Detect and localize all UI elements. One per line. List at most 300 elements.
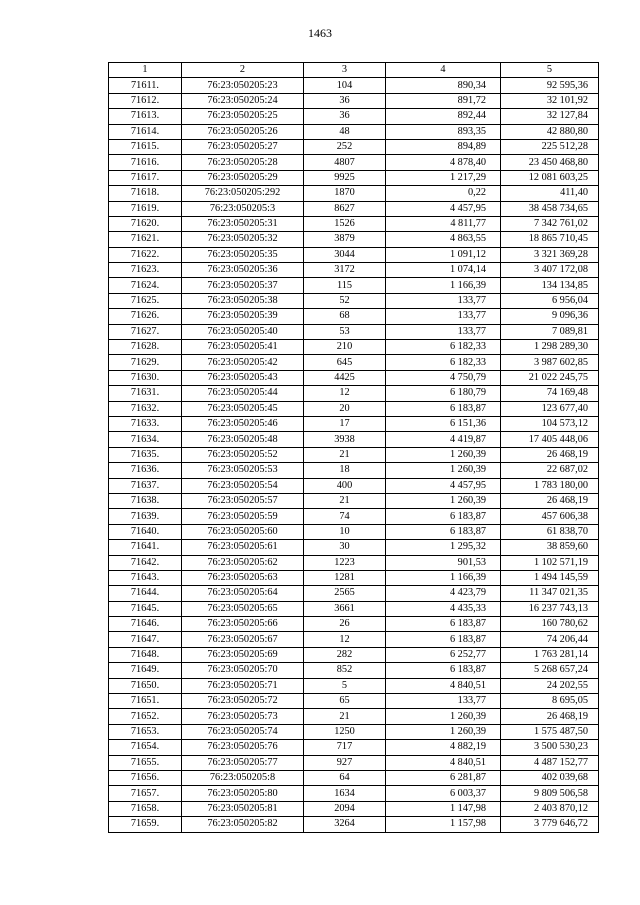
cadastral-value-cell: 134 134,85 bbox=[501, 278, 599, 293]
table-row bbox=[109, 447, 599, 462]
cadastral-number-cell: 76:23:050205:63 bbox=[182, 570, 304, 585]
cadastral-value-cell: 61 838,70 bbox=[501, 524, 599, 539]
area-cell: 252 bbox=[304, 139, 386, 154]
area-cell: 5 bbox=[304, 678, 386, 693]
cadastral-value-cell: 38 859,60 bbox=[501, 540, 599, 555]
specific-value-cell: 6 183,87 bbox=[386, 401, 501, 416]
area-cell: 1223 bbox=[304, 555, 386, 570]
row-number-cell: 71631. bbox=[109, 386, 182, 401]
area-cell: 20 bbox=[304, 401, 386, 416]
row-number-cell: 71621. bbox=[109, 232, 182, 247]
cadastral-number-cell: 76:23:050205:53 bbox=[182, 463, 304, 478]
cadastral-number-cell: 76:23:050205:77 bbox=[182, 755, 304, 770]
area-cell: 26 bbox=[304, 617, 386, 632]
specific-value-cell: 4 811,77 bbox=[386, 216, 501, 231]
area-cell: 1526 bbox=[304, 216, 386, 231]
area-cell: 52 bbox=[304, 293, 386, 308]
cadastral-value-cell: 18 865 710,45 bbox=[501, 232, 599, 247]
specific-value-cell: 893,35 bbox=[386, 124, 501, 139]
table-row bbox=[109, 170, 599, 185]
cadastral-number-cell: 76:23:050205:35 bbox=[182, 247, 304, 262]
table-row bbox=[109, 124, 599, 139]
row-number-cell: 71653. bbox=[109, 724, 182, 739]
cadastral-number-cell: 76:23:050205:46 bbox=[182, 416, 304, 431]
table-row bbox=[109, 309, 599, 324]
table-row bbox=[109, 801, 599, 816]
cadastral-number-cell: 76:23:050205:72 bbox=[182, 694, 304, 709]
cadastral-value-cell: 21 022 245,75 bbox=[501, 370, 599, 385]
cadastral-number-cell: 76:23:050205:74 bbox=[182, 724, 304, 739]
area-cell: 9925 bbox=[304, 170, 386, 185]
row-number-cell: 71648. bbox=[109, 647, 182, 662]
specific-value-cell: 891,72 bbox=[386, 93, 501, 108]
cadastral-number-cell: 76:23:050205:71 bbox=[182, 678, 304, 693]
cadastral-number-cell: 76:23:050205:59 bbox=[182, 509, 304, 524]
cadastral-number-cell: 76:23:050205:41 bbox=[182, 340, 304, 355]
cadastral-value-cell: 3 321 369,28 bbox=[501, 247, 599, 262]
column-header: 5 bbox=[501, 63, 599, 78]
cadastral-number-cell: 76:23:050205:81 bbox=[182, 801, 304, 816]
table-row bbox=[109, 232, 599, 247]
table-row bbox=[109, 216, 599, 231]
page-number: 1463 bbox=[308, 26, 332, 40]
table-row bbox=[109, 155, 599, 170]
area-cell: 1870 bbox=[304, 186, 386, 201]
cadastral-value-cell: 9 096,36 bbox=[501, 309, 599, 324]
table-row bbox=[109, 770, 599, 785]
table-row bbox=[109, 786, 599, 801]
row-number-cell: 71657. bbox=[109, 786, 182, 801]
area-cell: 400 bbox=[304, 478, 386, 493]
cadastral-value-cell: 26 468,19 bbox=[501, 709, 599, 724]
specific-value-cell: 6 182,33 bbox=[386, 340, 501, 355]
cadastral-value-cell: 1 763 281,14 bbox=[501, 647, 599, 662]
specific-value-cell: 6 183,87 bbox=[386, 524, 501, 539]
row-number-cell: 71651. bbox=[109, 694, 182, 709]
cadastral-value-cell: 2 403 870,12 bbox=[501, 801, 599, 816]
area-cell: 2565 bbox=[304, 586, 386, 601]
cadastral-value-cell: 1 494 145,59 bbox=[501, 570, 599, 585]
table-row bbox=[109, 93, 599, 108]
table-row bbox=[109, 601, 599, 616]
cadastral-value-cell: 32 127,84 bbox=[501, 109, 599, 124]
cadastral-number-cell: 76:23:050205:76 bbox=[182, 740, 304, 755]
row-number-cell: 71625. bbox=[109, 293, 182, 308]
specific-value-cell: 133,77 bbox=[386, 309, 501, 324]
cadastral-value-cell: 3 500 530,23 bbox=[501, 740, 599, 755]
row-number-cell: 71634. bbox=[109, 432, 182, 447]
area-cell: 927 bbox=[304, 755, 386, 770]
row-number-cell: 71618. bbox=[109, 186, 182, 201]
cadastral-value-cell: 32 101,92 bbox=[501, 93, 599, 108]
area-cell: 645 bbox=[304, 355, 386, 370]
specific-value-cell: 4 882,19 bbox=[386, 740, 501, 755]
area-cell: 64 bbox=[304, 770, 386, 785]
cadastral-number-cell: 76:23:050205:40 bbox=[182, 324, 304, 339]
table-row bbox=[109, 570, 599, 585]
table-row bbox=[109, 617, 599, 632]
table-row bbox=[109, 201, 599, 216]
area-cell: 48 bbox=[304, 124, 386, 139]
cadastral-value-cell: 3 407 172,08 bbox=[501, 263, 599, 278]
cadastral-value-cell: 123 677,40 bbox=[501, 401, 599, 416]
specific-value-cell: 1 260,39 bbox=[386, 709, 501, 724]
specific-value-cell: 1 260,39 bbox=[386, 493, 501, 508]
area-cell: 36 bbox=[304, 109, 386, 124]
row-number-cell: 71638. bbox=[109, 493, 182, 508]
area-cell: 2094 bbox=[304, 801, 386, 816]
area-cell: 65 bbox=[304, 694, 386, 709]
row-number-cell: 71635. bbox=[109, 447, 182, 462]
table-row bbox=[109, 293, 599, 308]
cadastral-value-cell: 26 468,19 bbox=[501, 493, 599, 508]
specific-value-cell: 6 182,33 bbox=[386, 355, 501, 370]
cadastral-number-cell: 76:23:050205:69 bbox=[182, 647, 304, 662]
row-number-cell: 71616. bbox=[109, 155, 182, 170]
area-cell: 1634 bbox=[304, 786, 386, 801]
table-row bbox=[109, 324, 599, 339]
row-number-cell: 71656. bbox=[109, 770, 182, 785]
specific-value-cell: 6 003,37 bbox=[386, 786, 501, 801]
table-row bbox=[109, 263, 599, 278]
cadastral-value-cell: 104 573,12 bbox=[501, 416, 599, 431]
cadastral-value-cell: 17 405 448,06 bbox=[501, 432, 599, 447]
cadastral-number-cell: 76:23:050205:39 bbox=[182, 309, 304, 324]
specific-value-cell: 892,44 bbox=[386, 109, 501, 124]
area-cell: 30 bbox=[304, 540, 386, 555]
area-cell: 21 bbox=[304, 493, 386, 508]
row-number-cell: 71655. bbox=[109, 755, 182, 770]
row-number-cell: 71640. bbox=[109, 524, 182, 539]
area-cell: 1281 bbox=[304, 570, 386, 585]
specific-value-cell: 6 183,87 bbox=[386, 632, 501, 647]
cadastral-value-table bbox=[108, 62, 599, 833]
specific-value-cell: 1 147,98 bbox=[386, 801, 501, 816]
table-row bbox=[109, 386, 599, 401]
table-row bbox=[109, 186, 599, 201]
cadastral-number-cell: 76:23:050205:65 bbox=[182, 601, 304, 616]
specific-value-cell: 6 252,77 bbox=[386, 647, 501, 662]
area-cell: 3879 bbox=[304, 232, 386, 247]
cadastral-value-cell: 3 779 646,72 bbox=[501, 817, 599, 832]
cadastral-number-cell: 76:23:050205:3 bbox=[182, 201, 304, 216]
table-body bbox=[109, 78, 599, 832]
specific-value-cell: 890,34 bbox=[386, 78, 501, 93]
specific-value-cell: 4 863,55 bbox=[386, 232, 501, 247]
specific-value-cell: 6 183,87 bbox=[386, 509, 501, 524]
row-number-cell: 71639. bbox=[109, 509, 182, 524]
row-number-cell: 71633. bbox=[109, 416, 182, 431]
cadastral-value-cell: 9 809 506,58 bbox=[501, 786, 599, 801]
row-number-cell: 71626. bbox=[109, 309, 182, 324]
cadastral-number-cell: 76:23:050205:32 bbox=[182, 232, 304, 247]
area-cell: 3172 bbox=[304, 263, 386, 278]
cadastral-value-cell: 42 880,80 bbox=[501, 124, 599, 139]
cadastral-number-cell: 76:23:050205:43 bbox=[182, 370, 304, 385]
specific-value-cell: 1 166,39 bbox=[386, 570, 501, 585]
specific-value-cell: 6 281,87 bbox=[386, 770, 501, 785]
area-cell: 4807 bbox=[304, 155, 386, 170]
specific-value-cell: 1 260,39 bbox=[386, 724, 501, 739]
cadastral-number-cell: 76:23:050205:57 bbox=[182, 493, 304, 508]
cadastral-number-cell: 76:23:050205:292 bbox=[182, 186, 304, 201]
specific-value-cell: 901,53 bbox=[386, 555, 501, 570]
area-cell: 3938 bbox=[304, 432, 386, 447]
specific-value-cell: 4 840,51 bbox=[386, 678, 501, 693]
area-cell: 74 bbox=[304, 509, 386, 524]
area-cell: 36 bbox=[304, 93, 386, 108]
row-number-cell: 71628. bbox=[109, 340, 182, 355]
row-number-cell: 71624. bbox=[109, 278, 182, 293]
cadastral-number-cell: 76:23:050205:67 bbox=[182, 632, 304, 647]
area-cell: 17 bbox=[304, 416, 386, 431]
cadastral-value-cell: 402 039,68 bbox=[501, 770, 599, 785]
cadastral-number-cell: 76:23:050205:37 bbox=[182, 278, 304, 293]
area-cell: 210 bbox=[304, 340, 386, 355]
cadastral-number-cell: 76:23:050205:66 bbox=[182, 617, 304, 632]
cadastral-number-cell: 76:23:050205:48 bbox=[182, 432, 304, 447]
area-cell: 18 bbox=[304, 463, 386, 478]
cadastral-value-cell: 24 202,55 bbox=[501, 678, 599, 693]
cadastral-number-cell: 76:23:050205:28 bbox=[182, 155, 304, 170]
row-number-cell: 71646. bbox=[109, 617, 182, 632]
table-row bbox=[109, 278, 599, 293]
cadastral-value-cell: 8 695,05 bbox=[501, 694, 599, 709]
specific-value-cell: 1 260,39 bbox=[386, 463, 501, 478]
row-number-cell: 71644. bbox=[109, 586, 182, 601]
cadastral-value-cell: 1 298 289,30 bbox=[501, 340, 599, 355]
row-number-cell: 71643. bbox=[109, 570, 182, 585]
cadastral-number-cell: 76:23:050205:44 bbox=[182, 386, 304, 401]
cadastral-value-cell: 74 206,44 bbox=[501, 632, 599, 647]
row-number-cell: 71627. bbox=[109, 324, 182, 339]
table-row bbox=[109, 555, 599, 570]
area-cell: 717 bbox=[304, 740, 386, 755]
cadastral-value-cell: 411,40 bbox=[501, 186, 599, 201]
cadastral-value-cell: 11 347 021,35 bbox=[501, 586, 599, 601]
cadastral-value-cell: 3 987 602,85 bbox=[501, 355, 599, 370]
table-row bbox=[109, 724, 599, 739]
table-row bbox=[109, 493, 599, 508]
cadastral-value-cell: 225 512,28 bbox=[501, 139, 599, 154]
specific-value-cell: 133,77 bbox=[386, 694, 501, 709]
row-number-cell: 71629. bbox=[109, 355, 182, 370]
cadastral-number-cell: 76:23:050205:8 bbox=[182, 770, 304, 785]
row-number-cell: 71649. bbox=[109, 663, 182, 678]
specific-value-cell: 4 457,95 bbox=[386, 201, 501, 216]
cadastral-number-cell: 76:23:050205:31 bbox=[182, 216, 304, 231]
cadastral-value-cell: 457 606,38 bbox=[501, 509, 599, 524]
cadastral-number-cell: 76:23:050205:73 bbox=[182, 709, 304, 724]
cadastral-value-cell: 74 169,48 bbox=[501, 386, 599, 401]
row-number-cell: 71647. bbox=[109, 632, 182, 647]
row-number-cell: 71652. bbox=[109, 709, 182, 724]
table-row bbox=[109, 663, 599, 678]
specific-value-cell: 894,89 bbox=[386, 139, 501, 154]
specific-value-cell: 1 091,12 bbox=[386, 247, 501, 262]
table-row bbox=[109, 401, 599, 416]
table-row bbox=[109, 755, 599, 770]
row-number-cell: 71620. bbox=[109, 216, 182, 231]
cadastral-value-cell: 1 575 487,50 bbox=[501, 724, 599, 739]
table-header-row bbox=[109, 63, 599, 78]
specific-value-cell: 4 423,79 bbox=[386, 586, 501, 601]
table-row bbox=[109, 694, 599, 709]
table-row bbox=[109, 524, 599, 539]
table-row bbox=[109, 78, 599, 93]
cadastral-number-cell: 76:23:050205:52 bbox=[182, 447, 304, 462]
table-row bbox=[109, 109, 599, 124]
table-row bbox=[109, 355, 599, 370]
row-number-cell: 71612. bbox=[109, 93, 182, 108]
table-row bbox=[109, 478, 599, 493]
area-cell: 3264 bbox=[304, 817, 386, 832]
table-row bbox=[109, 647, 599, 662]
table-row bbox=[109, 340, 599, 355]
row-number-cell: 71623. bbox=[109, 263, 182, 278]
row-number-cell: 71658. bbox=[109, 801, 182, 816]
table-row bbox=[109, 586, 599, 601]
specific-value-cell: 1 217,29 bbox=[386, 170, 501, 185]
specific-value-cell: 1 166,39 bbox=[386, 278, 501, 293]
area-cell: 1250 bbox=[304, 724, 386, 739]
column-header: 1 bbox=[109, 63, 182, 78]
cadastral-number-cell: 76:23:050205:25 bbox=[182, 109, 304, 124]
cadastral-value-cell: 7 342 761,02 bbox=[501, 216, 599, 231]
column-header: 4 bbox=[386, 63, 501, 78]
cadastral-number-cell: 76:23:050205:29 bbox=[182, 170, 304, 185]
cadastral-number-cell: 76:23:050205:26 bbox=[182, 124, 304, 139]
column-header: 2 bbox=[182, 63, 304, 78]
row-number-cell: 71659. bbox=[109, 817, 182, 832]
cadastral-number-cell: 76:23:050205:64 bbox=[182, 586, 304, 601]
row-number-cell: 71619. bbox=[109, 201, 182, 216]
row-number-cell: 71637. bbox=[109, 478, 182, 493]
cadastral-number-cell: 76:23:050205:54 bbox=[182, 478, 304, 493]
specific-value-cell: 4 840,51 bbox=[386, 755, 501, 770]
cadastral-number-cell: 76:23:050205:61 bbox=[182, 540, 304, 555]
area-cell: 3044 bbox=[304, 247, 386, 262]
table-row bbox=[109, 139, 599, 154]
specific-value-cell: 1 260,39 bbox=[386, 447, 501, 462]
specific-value-cell: 4 878,40 bbox=[386, 155, 501, 170]
cadastral-value-cell: 38 458 734,65 bbox=[501, 201, 599, 216]
cadastral-value-cell: 12 081 603,25 bbox=[501, 170, 599, 185]
column-header: 3 bbox=[304, 63, 386, 78]
row-number-cell: 71650. bbox=[109, 678, 182, 693]
specific-value-cell: 6 183,87 bbox=[386, 617, 501, 632]
specific-value-cell: 133,77 bbox=[386, 293, 501, 308]
cadastral-number-cell: 76:23:050205:36 bbox=[182, 263, 304, 278]
area-cell: 115 bbox=[304, 278, 386, 293]
table-row bbox=[109, 509, 599, 524]
cadastral-number-cell: 76:23:050205:80 bbox=[182, 786, 304, 801]
row-number-cell: 71622. bbox=[109, 247, 182, 262]
area-cell: 53 bbox=[304, 324, 386, 339]
specific-value-cell: 6 180,79 bbox=[386, 386, 501, 401]
cadastral-value-cell: 23 450 468,80 bbox=[501, 155, 599, 170]
table-row bbox=[109, 709, 599, 724]
specific-value-cell: 4 457,95 bbox=[386, 478, 501, 493]
specific-value-cell: 4 750,79 bbox=[386, 370, 501, 385]
row-number-cell: 71641. bbox=[109, 540, 182, 555]
table-row bbox=[109, 416, 599, 431]
cadastral-number-cell: 76:23:050205:27 bbox=[182, 139, 304, 154]
cadastral-number-cell: 76:23:050205:38 bbox=[182, 293, 304, 308]
specific-value-cell: 1 074,14 bbox=[386, 263, 501, 278]
area-cell: 104 bbox=[304, 78, 386, 93]
cadastral-value-cell: 92 595,36 bbox=[501, 78, 599, 93]
cadastral-number-cell: 76:23:050205:82 bbox=[182, 817, 304, 832]
area-cell: 282 bbox=[304, 647, 386, 662]
area-cell: 3661 bbox=[304, 601, 386, 616]
table-row bbox=[109, 540, 599, 555]
cadastral-value-cell: 1 102 571,19 bbox=[501, 555, 599, 570]
cadastral-number-cell: 76:23:050205:45 bbox=[182, 401, 304, 416]
row-number-cell: 71654. bbox=[109, 740, 182, 755]
cadastral-value-cell: 6 956,04 bbox=[501, 293, 599, 308]
row-number-cell: 71632. bbox=[109, 401, 182, 416]
area-cell: 852 bbox=[304, 663, 386, 678]
specific-value-cell: 6 183,87 bbox=[386, 663, 501, 678]
cadastral-value-cell: 4 487 152,77 bbox=[501, 755, 599, 770]
specific-value-cell: 1 295,32 bbox=[386, 540, 501, 555]
table-row bbox=[109, 632, 599, 647]
cadastral-value-cell: 1 783 180,00 bbox=[501, 478, 599, 493]
row-number-cell: 71614. bbox=[109, 124, 182, 139]
area-cell: 21 bbox=[304, 447, 386, 462]
table-row bbox=[109, 817, 599, 832]
row-number-cell: 71617. bbox=[109, 170, 182, 185]
area-cell: 12 bbox=[304, 632, 386, 647]
specific-value-cell: 0,22 bbox=[386, 186, 501, 201]
specific-value-cell: 133,77 bbox=[386, 324, 501, 339]
cadastral-value-cell: 7 089,81 bbox=[501, 324, 599, 339]
cadastral-value-cell: 5 268 657,24 bbox=[501, 663, 599, 678]
area-cell: 12 bbox=[304, 386, 386, 401]
row-number-cell: 71615. bbox=[109, 139, 182, 154]
cadastral-number-cell: 76:23:050205:62 bbox=[182, 555, 304, 570]
cadastral-number-cell: 76:23:050205:42 bbox=[182, 355, 304, 370]
cadastral-number-cell: 76:23:050205:23 bbox=[182, 78, 304, 93]
area-cell: 21 bbox=[304, 709, 386, 724]
table-row bbox=[109, 247, 599, 262]
row-number-cell: 71642. bbox=[109, 555, 182, 570]
cadastral-value-cell: 16 237 743,13 bbox=[501, 601, 599, 616]
table-row bbox=[109, 740, 599, 755]
table-row bbox=[109, 678, 599, 693]
area-cell: 10 bbox=[304, 524, 386, 539]
area-cell: 68 bbox=[304, 309, 386, 324]
row-number-cell: 71611. bbox=[109, 78, 182, 93]
specific-value-cell: 6 151,36 bbox=[386, 416, 501, 431]
area-cell: 8627 bbox=[304, 201, 386, 216]
cadastral-value-cell: 22 687,02 bbox=[501, 463, 599, 478]
row-number-cell: 71645. bbox=[109, 601, 182, 616]
table-row bbox=[109, 463, 599, 478]
row-number-cell: 71613. bbox=[109, 109, 182, 124]
table-row bbox=[109, 432, 599, 447]
specific-value-cell: 4 419,87 bbox=[386, 432, 501, 447]
row-number-cell: 71630. bbox=[109, 370, 182, 385]
area-cell: 4425 bbox=[304, 370, 386, 385]
cadastral-value-cell: 26 468,19 bbox=[501, 447, 599, 462]
specific-value-cell: 1 157,98 bbox=[386, 817, 501, 832]
table-row bbox=[109, 370, 599, 385]
cadastral-value-cell: 160 780,62 bbox=[501, 617, 599, 632]
row-number-cell: 71636. bbox=[109, 463, 182, 478]
cadastral-number-cell: 76:23:050205:24 bbox=[182, 93, 304, 108]
